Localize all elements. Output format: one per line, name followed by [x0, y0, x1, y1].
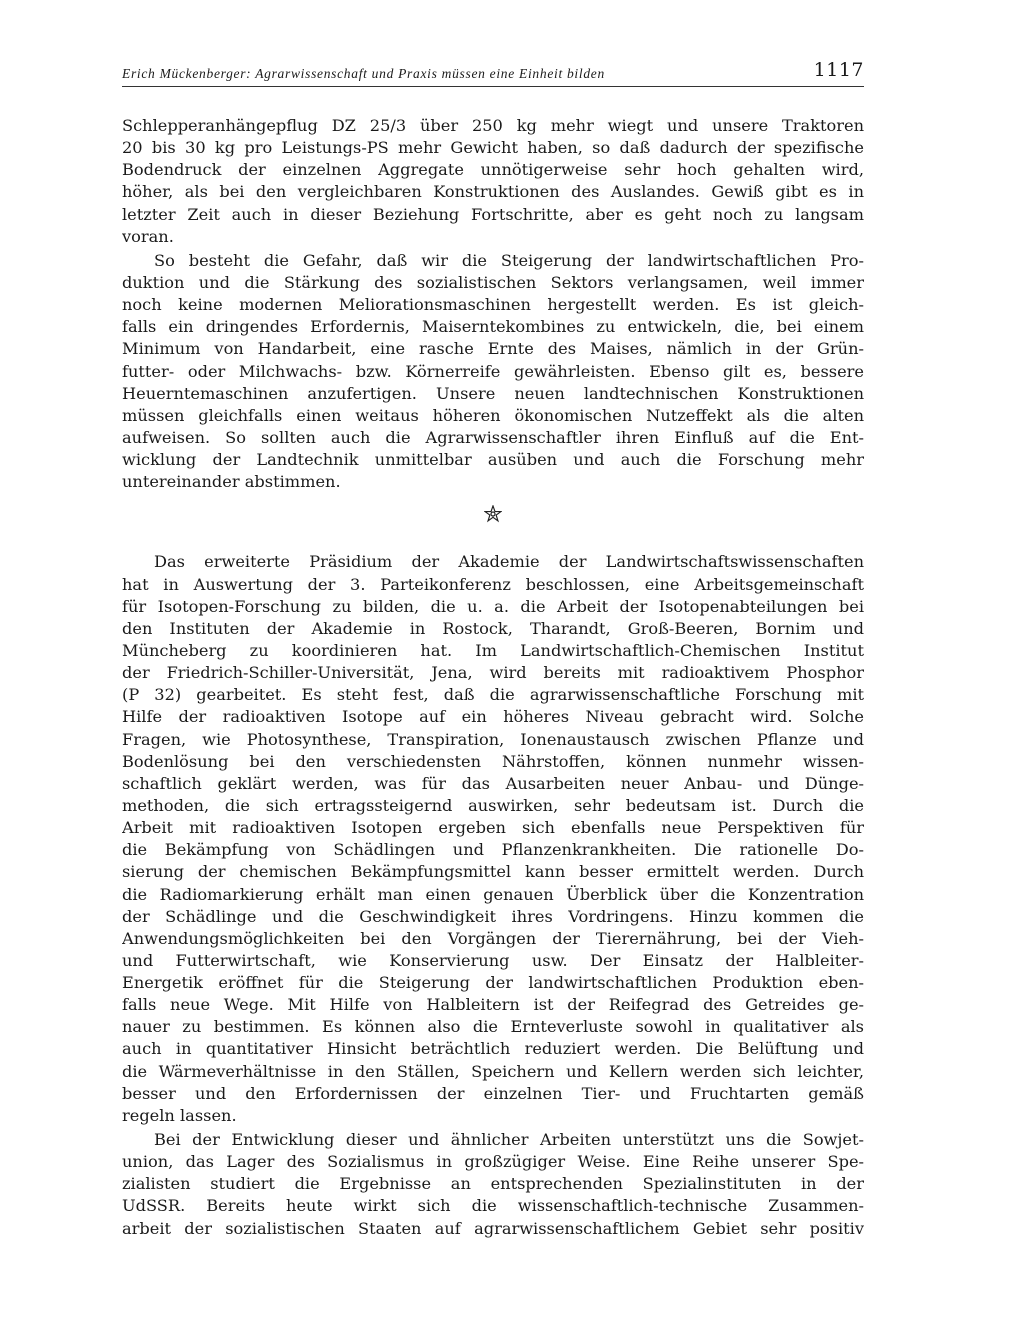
text-line: und Futterwirtschaft, wie Konservierung usw. Der Einsatz der Halbleiter- [122, 950, 864, 970]
text-line: voran. [122, 226, 174, 246]
text-line: für Isotopen-Forschung zu bilden, die u. a. die Arbeit der Isotopenabteilungen bei [122, 596, 864, 616]
text-line: Bodenlösung bei den verschiedensten Nährstoffen, können nunmehr wissen- [122, 751, 864, 771]
text-line: Hilfe der radioaktiven Isotope auf ein höheres Niveau gebracht wird. Solche [122, 707, 864, 727]
text-line: Müncheberg zu koordinieren hat. Im Landwirtschaftlich-Chemischen Institut [122, 640, 864, 660]
paragraph-isotopes [122, 551, 864, 1127]
text-line: die Radiomarkierung erhält man einen genauen Überblick über die Konzentration [122, 884, 864, 904]
text-line: sierung der chemischen Bekämpfungsmittel kann besser ermittelt werden. Durch [122, 862, 864, 882]
running-title: Erich Mückenberger: Agrarwissenschaft und Praxis müssen eine Einheit bilden [122, 66, 605, 81]
text-line: duktion und die Stärkung des sozialistischen Sektors verlangsamen, weil immer [122, 272, 864, 292]
text-line: Anwendungsmöglichkeiten bei den Vorgängen der Tierernährung, bei der Vieh- [122, 928, 864, 948]
text-line: So besteht die Gefahr, daß wir die Steigerung der landwirtschaftlichen Pro- [154, 250, 864, 270]
text-line: Minimum von Handarbeit, eine rasche Ernte des Maises, nämlich in der Grün- [122, 339, 864, 359]
asterism-star-icon [484, 505, 502, 523]
text-line: Heuerntemaschinen anzufertigen. Unsere neuen landtechnischen Konstruktionen [122, 383, 864, 403]
section-divider [122, 493, 864, 537]
text-line: der Schädlinge und die Geschwindigkeit ihres Vordringens. Hinzu kommen die [122, 906, 864, 926]
text-line: Schlepperanhängepflug DZ 25/3 über 250 kg mehr wiegt und unsere Traktoren [122, 116, 864, 135]
text-line: Energetik eröffnet für die Steigerung der landwirtschaftlichen Produktion eben- [122, 973, 864, 993]
text-line: den Instituten der Akademie in Rostock, Tharandt, Groß-Beeren, Bornim und [122, 618, 864, 638]
text-line: die Bekämpfung von Schädlingen und Pflanzenkrankheiten. Die rationelle Do- [122, 840, 864, 860]
page-number: 1117 [813, 59, 864, 81]
body-text [122, 115, 864, 1240]
text-line: Das erweiterte Präsidium der Akademie der Landwirtschaftswissenschaften [154, 552, 864, 572]
text-line: wicklung der Landtechnik unmittelbar ausüben und auch die Forschung mehr [122, 450, 864, 470]
text-line: besser und den Erfordernissen der einzelnen Tier- und Fruchtarten gemäß [122, 1083, 864, 1103]
text-line: Arbeit mit radioaktiven Isotopen ergeben sich ebenfalls neue Perspektiven für [122, 818, 864, 838]
running-header [122, 58, 864, 86]
text-line: auch in quantitativer Hinsicht beträchtlich reduziert werden. Die Belüftung und [122, 1039, 864, 1059]
header-rule [122, 86, 864, 87]
text-line: Bei der Entwicklung dieser und ähnlicher Arbeiten unterstützt uns die Sowjet- [154, 1130, 864, 1150]
text-line: aufweisen. So sollten auch die Agrarwissenschaftler ihren Einfluß auf die Ent- [122, 427, 864, 447]
text-line: futter- oder Milchwachs- bzw. Körnerreife gewährleisten. Ebenso gilt es, bessere [122, 361, 864, 381]
text-line: nauer zu bestimmen. Es können also die Ernteverluste sowohl in qualitativer als [122, 1017, 864, 1037]
text-line: falls ein dringendes Erfordernis, Maiserntekombines zu entwickeln, die, bei einem [122, 317, 864, 337]
text-line: (P 32) gearbeitet. Es steht fest, daß die agrarwissenschaftliche Forschung mit [122, 685, 864, 705]
text-line: noch keine modernen Meliorationsmaschinen hergestellt werden. Es ist gleich- [122, 295, 864, 315]
paragraph-soviet-cooperation [122, 1129, 864, 1240]
text-line: falls neue Wege. Mit Hilfe von Halbleitern ist der Reifegrad des Getreides ge- [122, 995, 864, 1015]
text-line: Fragen, wie Photosynthese, Transpiration, Ionenaustausch zwischen Pflanze und [122, 729, 864, 749]
text-line: schaftlich geklärt werden, was für das Ausarbeiten neuer Anbau- und Dünge- [122, 773, 864, 793]
text-line: die Wärmeverhältnisse in den Ställen, Speichern und Kellern werden sich leichter, [122, 1061, 864, 1081]
text-line: untereinander abstimmen. [122, 472, 341, 492]
text-line: methoden, die sich ertragssteigernd auswirken, sehr bedeutsam ist. Durch die [122, 795, 864, 815]
text-line: union, das Lager des Sozialismus in großzügiger Weise. Eine Reihe unserer Spe- [122, 1152, 864, 1172]
paragraph-continuation [122, 115, 864, 248]
text-line: Bodendruck der einzelnen Aggregate unnötigerweise sehr hoch gehalten wird, [122, 160, 864, 180]
text-line: der Friedrich-Schiller-Universität, Jena, wird bereits mit radioaktivem Phosphor [122, 663, 864, 683]
text-line: letzter Zeit auch in dieser Beziehung Fortschritte, aber es geht noch zu langsam [122, 204, 864, 224]
text-line: arbeit der sozialistischen Staaten auf agrarwissenschaftlichem Gebiet sehr positiv [122, 1218, 864, 1238]
text-line: zialisten studiert die Ergebnisse an entsprechenden Spezialinstituten in der [122, 1174, 864, 1194]
text-line: UdSSR. Bereits heute wirkt sich die wissenschaftlich-technische Zusammen- [122, 1196, 864, 1216]
text-line: hat in Auswertung der 3. Parteikonferenz beschlossen, eine Arbeitsgemeinschaft [122, 574, 864, 594]
document-page [122, 58, 864, 1308]
paragraph-machinery [122, 250, 864, 494]
text-line: 20 bis 30 kg pro Leistungs-PS mehr Gewicht haben, so daß dadurch der spezifische [122, 138, 864, 158]
text-line: regeln lassen. [122, 1105, 237, 1125]
text-line: müssen gleichfalls einen weitaus höheren ökonomischen Nutzeffekt als die alten [122, 405, 864, 425]
text-line: höher, als bei den vergleichbaren Konstruktionen des Auslandes. Gewiß gibt es in [122, 182, 864, 202]
